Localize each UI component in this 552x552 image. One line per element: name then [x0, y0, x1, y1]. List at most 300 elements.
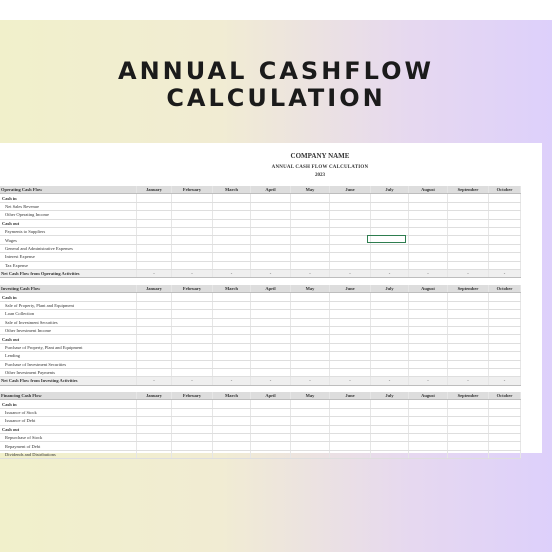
value-cell[interactable] — [329, 293, 370, 301]
value-cell[interactable] — [212, 202, 250, 210]
value-cell[interactable] — [250, 326, 290, 334]
value-cell[interactable] — [447, 400, 488, 408]
value-cell[interactable] — [171, 236, 212, 244]
value-cell[interactable] — [370, 450, 408, 458]
value-cell[interactable] — [408, 219, 447, 227]
value-cell[interactable] — [370, 417, 408, 425]
value-cell[interactable] — [136, 326, 171, 334]
value-cell[interactable] — [329, 236, 370, 244]
value-cell[interactable] — [447, 442, 488, 450]
value-cell[interactable] — [329, 227, 370, 235]
value-cell[interactable] — [136, 318, 171, 326]
value-cell[interactable] — [370, 343, 408, 351]
value-cell[interactable] — [408, 253, 447, 261]
value-cell[interactable] — [250, 244, 290, 252]
value-cell[interactable] — [290, 417, 329, 425]
value-cell[interactable] — [250, 352, 290, 360]
total-value-cell[interactable]: - — [212, 269, 250, 277]
value-cell[interactable] — [408, 352, 447, 360]
value-cell[interactable] — [488, 425, 520, 433]
value-cell[interactable] — [250, 368, 290, 376]
value-cell[interactable] — [329, 400, 370, 408]
value-cell[interactable] — [250, 310, 290, 318]
value-cell[interactable] — [250, 253, 290, 261]
value-cell[interactable] — [290, 408, 329, 416]
value-cell[interactable] — [250, 425, 290, 433]
value-cell[interactable] — [488, 293, 520, 301]
row-label: Payments to Suppliers — [0, 227, 136, 235]
value-cell[interactable] — [408, 408, 447, 416]
row-group-label: Cash out — [0, 219, 136, 227]
value-cell[interactable] — [212, 301, 250, 309]
value-cell[interactable] — [136, 408, 171, 416]
value-cell[interactable] — [290, 244, 329, 252]
value-cell[interactable] — [370, 194, 408, 202]
value-cell[interactable] — [329, 425, 370, 433]
total-value-cell[interactable]: - — [212, 377, 250, 385]
value-cell[interactable] — [250, 236, 290, 244]
value-cell[interactable] — [329, 261, 370, 269]
value-cell[interactable] — [212, 326, 250, 334]
value-cell[interactable] — [488, 360, 520, 368]
value-cell[interactable] — [250, 318, 290, 326]
value-cell[interactable] — [212, 244, 250, 252]
value-cell[interactable] — [212, 417, 250, 425]
value-cell[interactable] — [250, 301, 290, 309]
value-cell[interactable] — [329, 202, 370, 210]
value-cell[interactable] — [136, 244, 171, 252]
value-cell[interactable] — [447, 219, 488, 227]
value-cell[interactable] — [290, 335, 329, 343]
value-cell[interactable] — [136, 343, 171, 351]
value-cell[interactable] — [329, 244, 370, 252]
value-cell[interactable] — [370, 442, 408, 450]
value-cell[interactable] — [488, 261, 520, 269]
value-cell[interactable] — [171, 227, 212, 235]
value-cell[interactable] — [408, 368, 447, 376]
value-cell[interactable] — [290, 352, 329, 360]
value-cell[interactable] — [370, 211, 408, 219]
value-cell[interactable] — [447, 310, 488, 318]
value-cell[interactable] — [447, 211, 488, 219]
value-cell[interactable] — [329, 211, 370, 219]
value-cell[interactable] — [136, 194, 171, 202]
total-value-cell[interactable]: - — [370, 377, 408, 385]
value-cell[interactable] — [250, 408, 290, 416]
value-cell[interactable] — [488, 408, 520, 416]
value-cell[interactable] — [212, 194, 250, 202]
row-group-label: Cash in — [0, 400, 136, 408]
value-cell[interactable] — [447, 261, 488, 269]
value-cell[interactable] — [488, 343, 520, 351]
value-cell[interactable] — [171, 408, 212, 416]
value-cell[interactable] — [136, 202, 171, 210]
value-cell[interactable] — [212, 442, 250, 450]
value-cell[interactable] — [488, 417, 520, 425]
value-cell[interactable] — [136, 400, 171, 408]
value-cell[interactable] — [212, 408, 250, 416]
value-cell[interactable] — [488, 442, 520, 450]
value-cell[interactable] — [212, 360, 250, 368]
value-cell[interactable] — [370, 202, 408, 210]
value-cell[interactable] — [488, 400, 520, 408]
value-cell[interactable] — [171, 400, 212, 408]
month-header: February — [171, 285, 212, 293]
value-cell[interactable] — [212, 219, 250, 227]
value-cell[interactable] — [290, 368, 329, 376]
value-cell[interactable] — [329, 450, 370, 458]
value-cell[interactable] — [250, 442, 290, 450]
value-cell[interactable] — [171, 343, 212, 351]
value-cell[interactable] — [408, 442, 447, 450]
value-cell[interactable] — [408, 244, 447, 252]
value-cell[interactable] — [171, 417, 212, 425]
value-cell[interactable] — [329, 442, 370, 450]
month-header: August — [408, 186, 447, 194]
value-cell[interactable] — [250, 227, 290, 235]
value-cell[interactable] — [488, 301, 520, 309]
value-cell[interactable] — [329, 310, 370, 318]
value-cell[interactable] — [370, 326, 408, 334]
value-cell[interactable] — [447, 360, 488, 368]
value-cell[interactable] — [488, 227, 520, 235]
table-row — [0, 442, 520, 450]
row-group-label: Cash out — [0, 425, 136, 433]
value-cell[interactable] — [290, 219, 329, 227]
value-cell[interactable] — [212, 293, 250, 301]
value-cell[interactable] — [136, 253, 171, 261]
value-cell[interactable] — [447, 253, 488, 261]
value-cell[interactable] — [447, 450, 488, 458]
month-header: May — [290, 186, 329, 194]
total-value-cell[interactable]: - — [329, 269, 370, 277]
value-cell[interactable] — [408, 433, 447, 441]
value-cell[interactable] — [329, 194, 370, 202]
value-cell[interactable] — [171, 352, 212, 360]
value-cell[interactable] — [329, 433, 370, 441]
value-cell[interactable] — [370, 219, 408, 227]
value-cell[interactable] — [408, 335, 447, 343]
value-cell[interactable] — [408, 417, 447, 425]
month-header: October — [488, 392, 520, 400]
total-value-cell[interactable]: - — [447, 377, 488, 385]
value-cell[interactable] — [212, 310, 250, 318]
value-cell[interactable] — [212, 318, 250, 326]
value-cell[interactable] — [408, 360, 447, 368]
value-cell[interactable] — [370, 433, 408, 441]
value-cell[interactable] — [212, 352, 250, 360]
value-cell[interactable] — [171, 261, 212, 269]
value-cell[interactable] — [212, 400, 250, 408]
value-cell[interactable] — [370, 293, 408, 301]
value-cell[interactable] — [212, 335, 250, 343]
value-cell[interactable] — [136, 425, 171, 433]
value-cell[interactable] — [212, 433, 250, 441]
value-cell[interactable] — [250, 261, 290, 269]
value-cell[interactable] — [329, 408, 370, 416]
value-cell[interactable] — [171, 211, 212, 219]
value-cell[interactable] — [408, 301, 447, 309]
row-label: Repurchase of Stock — [0, 433, 136, 441]
value-cell[interactable] — [447, 433, 488, 441]
value-cell[interactable] — [447, 227, 488, 235]
value-cell[interactable] — [329, 360, 370, 368]
value-cell[interactable] — [370, 368, 408, 376]
value-cell[interactable] — [171, 318, 212, 326]
total-value-cell[interactable]: - — [171, 377, 212, 385]
value-cell[interactable] — [171, 368, 212, 376]
total-value-cell[interactable]: - — [136, 377, 171, 385]
value-cell[interactable] — [370, 425, 408, 433]
value-cell[interactable] — [488, 433, 520, 441]
value-cell[interactable] — [212, 368, 250, 376]
value-cell[interactable] — [447, 343, 488, 351]
value-cell[interactable] — [250, 360, 290, 368]
value-cell[interactable] — [250, 335, 290, 343]
value-cell[interactable] — [290, 253, 329, 261]
table-row — [0, 450, 520, 458]
value-cell[interactable] — [171, 335, 212, 343]
value-cell[interactable] — [136, 310, 171, 318]
value-cell[interactable] — [408, 343, 447, 351]
value-cell[interactable] — [408, 211, 447, 219]
total-value-cell[interactable]: - — [447, 269, 488, 277]
value-cell[interactable] — [447, 301, 488, 309]
value-cell[interactable] — [329, 318, 370, 326]
value-cell[interactable] — [250, 343, 290, 351]
value-cell[interactable] — [370, 400, 408, 408]
value-cell[interactable] — [447, 335, 488, 343]
value-cell[interactable] — [250, 194, 290, 202]
value-cell[interactable] — [250, 417, 290, 425]
value-cell[interactable] — [488, 194, 520, 202]
value-cell[interactable] — [290, 194, 329, 202]
value-cell[interactable] — [171, 202, 212, 210]
value-cell[interactable] — [171, 433, 212, 441]
value-cell[interactable] — [329, 219, 370, 227]
value-cell[interactable] — [447, 293, 488, 301]
value-cell[interactable] — [488, 352, 520, 360]
value-cell[interactable] — [408, 261, 447, 269]
value-cell[interactable] — [329, 343, 370, 351]
value-cell[interactable] — [370, 408, 408, 416]
selected-cell[interactable] — [367, 235, 406, 243]
value-cell[interactable] — [250, 211, 290, 219]
value-cell[interactable] — [290, 343, 329, 351]
value-cell[interactable] — [290, 202, 329, 210]
value-cell[interactable] — [290, 450, 329, 458]
value-cell[interactable] — [408, 202, 447, 210]
value-cell[interactable] — [290, 318, 329, 326]
value-cell[interactable] — [488, 202, 520, 210]
value-cell[interactable] — [370, 244, 408, 252]
value-cell[interactable] — [212, 425, 250, 433]
value-cell[interactable] — [488, 211, 520, 219]
value-cell[interactable] — [250, 293, 290, 301]
value-cell[interactable] — [370, 335, 408, 343]
value-cell[interactable] — [408, 293, 447, 301]
value-cell[interactable] — [488, 236, 520, 244]
value-cell[interactable] — [447, 202, 488, 210]
value-cell[interactable] — [171, 450, 212, 458]
total-value-cell[interactable]: - — [329, 377, 370, 385]
total-value-cell[interactable]: - — [488, 269, 520, 277]
value-cell[interactable] — [447, 236, 488, 244]
value-cell[interactable] — [290, 236, 329, 244]
value-cell[interactable] — [370, 352, 408, 360]
table-row — [0, 202, 520, 210]
value-cell[interactable] — [290, 293, 329, 301]
value-cell[interactable] — [447, 244, 488, 252]
total-value-cell[interactable]: - — [408, 377, 447, 385]
value-cell[interactable] — [136, 219, 171, 227]
value-cell[interactable] — [136, 335, 171, 343]
value-cell[interactable] — [329, 417, 370, 425]
value-cell[interactable] — [212, 450, 250, 458]
total-value-cell[interactable]: - — [488, 377, 520, 385]
value-cell[interactable] — [370, 318, 408, 326]
value-cell[interactable] — [290, 425, 329, 433]
value-cell[interactable] — [171, 219, 212, 227]
value-cell[interactable] — [370, 301, 408, 309]
value-cell[interactable] — [290, 433, 329, 441]
value-cell[interactable] — [488, 244, 520, 252]
value-cell[interactable] — [171, 194, 212, 202]
value-cell[interactable] — [171, 310, 212, 318]
value-cell[interactable] — [171, 253, 212, 261]
value-cell[interactable] — [212, 253, 250, 261]
row-group-label: Cash in — [0, 194, 136, 202]
value-cell[interactable] — [488, 368, 520, 376]
value-cell[interactable] — [136, 227, 171, 235]
total-value-cell[interactable]: - — [370, 269, 408, 277]
value-cell[interactable] — [212, 236, 250, 244]
value-cell[interactable] — [136, 360, 171, 368]
value-cell[interactable] — [408, 318, 447, 326]
value-cell[interactable] — [408, 236, 447, 244]
total-value-cell[interactable]: - — [171, 269, 212, 277]
row-label: Repayment of Debt — [0, 442, 136, 450]
value-cell[interactable] — [212, 343, 250, 351]
value-cell[interactable] — [447, 408, 488, 416]
value-cell[interactable] — [171, 442, 212, 450]
value-cell[interactable] — [290, 227, 329, 235]
value-cell[interactable] — [290, 442, 329, 450]
value-cell[interactable] — [290, 400, 329, 408]
value-cell[interactable] — [212, 211, 250, 219]
value-cell[interactable] — [250, 433, 290, 441]
total-value-cell[interactable]: - — [136, 269, 171, 277]
value-cell[interactable] — [329, 301, 370, 309]
value-cell[interactable] — [408, 326, 447, 334]
value-cell[interactable] — [488, 335, 520, 343]
value-cell[interactable] — [488, 318, 520, 326]
row-label: Issuance of Debt — [0, 417, 136, 425]
value-cell[interactable] — [447, 368, 488, 376]
table-row — [0, 433, 520, 441]
value-cell[interactable] — [370, 360, 408, 368]
value-cell[interactable] — [408, 400, 447, 408]
value-cell[interactable] — [408, 194, 447, 202]
value-cell[interactable] — [136, 352, 171, 360]
total-value-cell[interactable]: - — [250, 377, 290, 385]
value-cell[interactable] — [370, 310, 408, 318]
section-header-row — [0, 285, 520, 293]
table-row — [0, 293, 520, 301]
value-cell[interactable] — [290, 301, 329, 309]
value-cell[interactable] — [136, 417, 171, 425]
value-cell[interactable] — [250, 400, 290, 408]
value-cell[interactable] — [447, 194, 488, 202]
value-cell[interactable] — [250, 450, 290, 458]
value-cell[interactable] — [212, 227, 250, 235]
total-value-cell[interactable]: - — [408, 269, 447, 277]
total-value-cell[interactable]: - — [290, 377, 329, 385]
value-cell[interactable] — [171, 301, 212, 309]
value-cell[interactable] — [290, 261, 329, 269]
value-cell[interactable] — [488, 450, 520, 458]
value-cell[interactable] — [447, 318, 488, 326]
value-cell[interactable] — [488, 253, 520, 261]
value-cell[interactable] — [171, 326, 212, 334]
value-cell[interactable] — [136, 261, 171, 269]
value-cell[interactable] — [212, 261, 250, 269]
month-header: September — [447, 392, 488, 400]
value-cell[interactable] — [488, 326, 520, 334]
value-cell[interactable] — [290, 211, 329, 219]
value-cell[interactable] — [447, 425, 488, 433]
value-cell[interactable] — [171, 244, 212, 252]
value-cell[interactable] — [408, 425, 447, 433]
value-cell[interactable] — [447, 326, 488, 334]
value-cell[interactable] — [136, 433, 171, 441]
value-cell[interactable] — [329, 335, 370, 343]
value-cell[interactable] — [250, 219, 290, 227]
value-cell[interactable] — [290, 360, 329, 368]
value-cell[interactable] — [136, 301, 171, 309]
value-cell[interactable] — [370, 261, 408, 269]
value-cell[interactable] — [171, 425, 212, 433]
value-cell[interactable] — [488, 219, 520, 227]
value-cell[interactable] — [329, 326, 370, 334]
value-cell[interactable] — [250, 202, 290, 210]
value-cell[interactable] — [488, 310, 520, 318]
value-cell[interactable] — [447, 417, 488, 425]
value-cell[interactable] — [329, 253, 370, 261]
table-row — [0, 326, 520, 334]
value-cell[interactable] — [290, 326, 329, 334]
value-cell[interactable] — [408, 227, 447, 235]
value-cell[interactable] — [290, 310, 329, 318]
value-cell[interactable] — [370, 253, 408, 261]
value-cell[interactable] — [447, 352, 488, 360]
value-cell[interactable] — [136, 211, 171, 219]
total-value-cell[interactable]: - — [250, 269, 290, 277]
total-value-cell[interactable]: - — [290, 269, 329, 277]
value-cell[interactable] — [136, 450, 171, 458]
value-cell[interactable] — [171, 360, 212, 368]
value-cell[interactable] — [136, 368, 171, 376]
value-cell[interactable] — [136, 293, 171, 301]
value-cell[interactable] — [329, 352, 370, 360]
value-cell[interactable] — [329, 368, 370, 376]
value-cell[interactable] — [171, 293, 212, 301]
value-cell[interactable] — [408, 450, 447, 458]
value-cell[interactable] — [136, 442, 171, 450]
value-cell[interactable] — [408, 310, 447, 318]
value-cell[interactable] — [136, 236, 171, 244]
row-label: Loan Collection — [0, 310, 136, 318]
